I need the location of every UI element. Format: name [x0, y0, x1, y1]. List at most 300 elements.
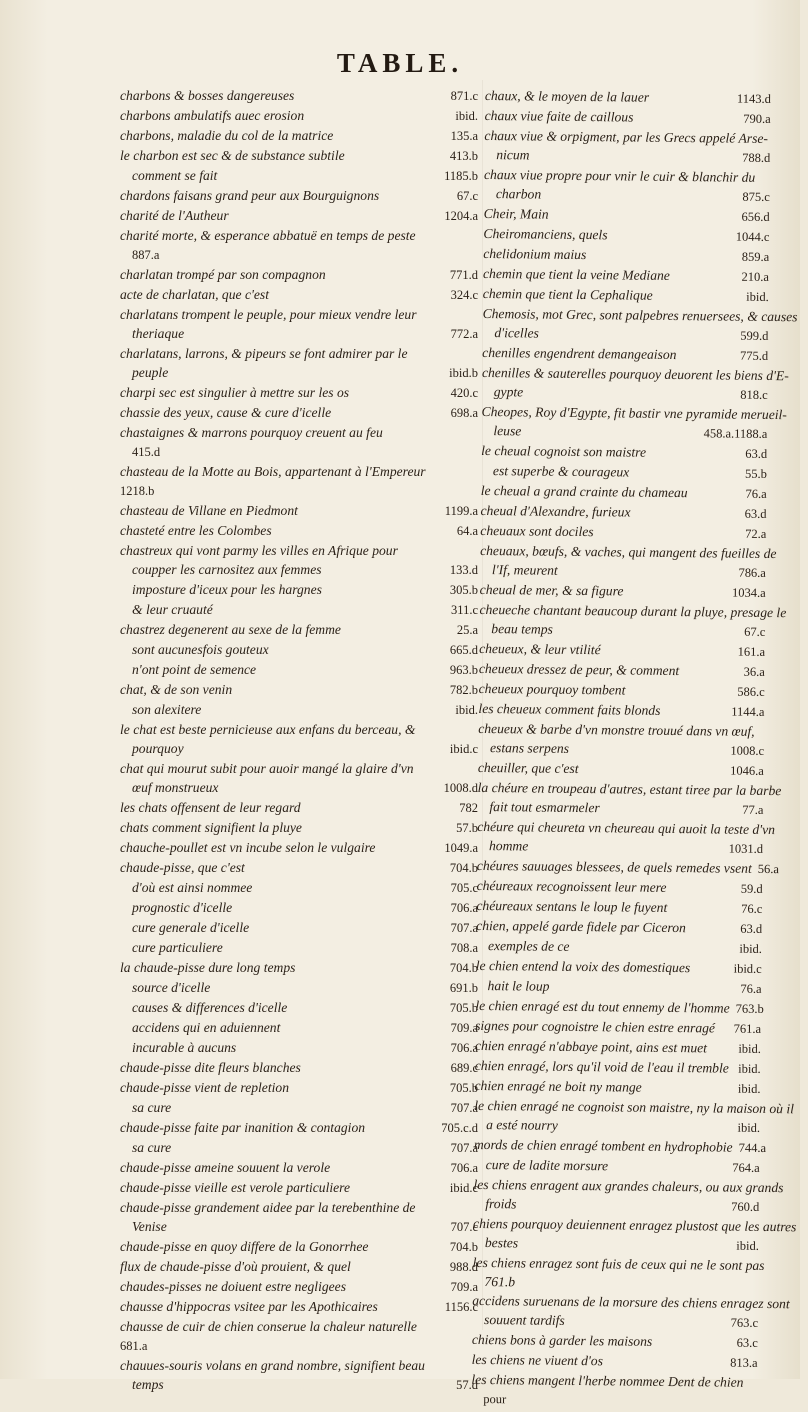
page-reference: 413.b: [444, 147, 478, 166]
entry-text: chenilles & sauterelles pourquoy deuorent les biens d'E-: [482, 363, 789, 385]
page-reference: 698.a: [445, 404, 478, 423]
entry-text: incurable à aucuns: [132, 1038, 236, 1057]
entry-text: chaudes-pisses ne doiuent estre negligees: [120, 1277, 346, 1296]
entry-text: froids: [485, 1194, 516, 1213]
page-reference: ibid.c: [444, 740, 478, 759]
entry-text: chastrez degenerent au sexe de la femme: [120, 620, 341, 639]
page-reference: 1144.a: [725, 703, 764, 722]
entry-text: comment se fait: [132, 166, 217, 185]
index-entry: [120, 1058, 478, 1078]
entry-text: chauche-poullet est vn incube selon le vulgaire: [120, 838, 375, 857]
entry-text: homme: [489, 836, 528, 855]
index-entry: [120, 305, 478, 324]
page-reference: 67.c: [451, 187, 478, 206]
page-reference: 875.c: [736, 188, 770, 207]
page-reference: 1218.b: [120, 484, 154, 498]
entry-text: charbons & bosses dangereuses: [120, 86, 294, 105]
index-entry: [120, 1158, 478, 1178]
index-column-right: [471, 86, 771, 1412]
index-entry-continuation: [471, 1389, 757, 1412]
index-subentry: [120, 918, 478, 938]
entry-text: chéures sauuages blessees, de quels remedes vsent: [477, 856, 752, 878]
index-entry: [120, 720, 478, 739]
entry-text: chemin que tient la Cephalique: [483, 284, 653, 305]
index-entry-continuation: [120, 481, 478, 501]
page-reference: 708.a: [445, 939, 478, 958]
index-entry: [120, 1237, 478, 1257]
entry-text: accidens qui en aduiennent: [132, 1018, 280, 1037]
entry-text: cheuiller, que c'est: [478, 758, 579, 778]
index-entry-continuation: [120, 245, 478, 265]
page-reference: 1031.d: [723, 840, 764, 859]
index-entry: [120, 126, 478, 146]
page-reference: 67.c: [738, 623, 765, 642]
index-subentry: [120, 1038, 478, 1058]
entry-text: cheuaux sont dociles: [480, 521, 593, 541]
entry-text: Cheir, Main: [484, 204, 549, 224]
page-reference: 871.c: [445, 87, 478, 106]
entry-text: cheueux pourquoy tombent: [479, 679, 626, 700]
entry-text: chasteté entre les Colombes: [120, 521, 272, 540]
entry-text: chaude-pisse faite par inanition & contagion: [120, 1118, 365, 1137]
index-subentry: [120, 998, 478, 1018]
index-entry: [473, 1253, 759, 1275]
index-subentry: [120, 739, 478, 759]
page-reference: 705.b: [444, 1079, 478, 1098]
page-reference: 59.d: [735, 880, 763, 899]
entry-text: chardons faisans grand peur aux Bourguignons: [120, 186, 379, 205]
entry-text: le cheual a grand crainte du chameau: [481, 481, 688, 502]
entry-text: cheual d'Alexandre, furieux: [480, 501, 630, 522]
entry-text: chiens bons à garder les maisons: [472, 1330, 653, 1351]
page-reference: 63.c: [731, 1334, 758, 1353]
index-entry: [120, 1118, 478, 1138]
entry-text: chaude-pisse en quoy differe de la Gonorrhee: [120, 1237, 368, 1256]
entry-text: prognostic d'icelle: [132, 898, 232, 917]
entry-text: chats comment signifient la pluye: [120, 818, 302, 837]
entry-text: leuse: [493, 421, 521, 440]
page-reference: 25.a: [451, 621, 478, 640]
page-reference: 1049.a: [438, 839, 478, 858]
page-reference: 1034.a: [726, 584, 766, 603]
page-reference: 782: [453, 799, 478, 818]
index-entry: [120, 1277, 478, 1297]
entry-text: sont aucunesfois gouteux: [132, 640, 269, 659]
page-reference: 76.c: [735, 900, 762, 919]
page-reference: 56.a: [752, 860, 779, 879]
index-entry: [120, 106, 478, 126]
page-reference: 681.a: [120, 1339, 147, 1353]
page-reference: 586.c: [731, 683, 765, 702]
index-entry: [120, 858, 478, 878]
index-entry: [120, 226, 478, 245]
entry-text: cheual de mer, & sa figure: [480, 580, 624, 601]
entry-text: chaude-pisse, que c'est: [120, 858, 245, 877]
page-reference: 1199.a: [439, 502, 478, 521]
page-reference: 706.a: [445, 1039, 478, 1058]
page-reference: 760.d: [725, 1198, 759, 1217]
page-reference: ibid.c: [728, 960, 762, 979]
page-reference: 704.b: [444, 959, 478, 978]
entry-text: chien enragé, lors qu'il void de l'eau il tremble: [475, 1056, 729, 1078]
page-reference: 706.a: [445, 899, 478, 918]
entry-text: chastaignes & marrons pourquoy creuent au feu: [120, 423, 383, 442]
page-reference: 963.b: [444, 661, 478, 680]
entry-text: chaude-pisse vient de repletion: [120, 1078, 289, 1097]
index-entry: [120, 265, 478, 285]
entry-text: 761.b: [484, 1272, 515, 1291]
entry-text: sa cure: [132, 1098, 171, 1117]
page-reference: 704.b: [444, 859, 478, 878]
index-entry: [120, 206, 478, 226]
entry-text: chaux viue & orpigment, par les Grecs appelé Arse-: [484, 126, 768, 148]
entry-text: theriaque: [132, 324, 184, 343]
page-reference: 311.c: [445, 601, 478, 620]
entry-text: hait le loup: [487, 976, 549, 996]
page-reference: 665.d: [444, 641, 478, 660]
page-reference: 64.a: [451, 522, 478, 541]
entry-text: Venise: [132, 1217, 167, 1236]
entry-text: source d'icelle: [132, 978, 210, 997]
index-subentry: [120, 600, 478, 620]
entry-text: charlatans, larrons, & pipeurs se font admirer par le: [120, 344, 408, 363]
entry-text: Cheopes, Roy d'Egypte, fit bastir vne pyramide merueil-: [481, 402, 786, 424]
page-reference: 420.c: [445, 384, 478, 403]
entry-text: chaux viue faite de caillous: [485, 106, 634, 127]
page-reference: ibid.: [449, 701, 478, 720]
entry-text: charbons, maladie du col de la matrice: [120, 126, 333, 145]
page-reference: 772.a: [445, 325, 478, 344]
entry-text: la chéure en troupeau d'autres, estant tiree par la barbe: [478, 778, 782, 800]
entry-text: chaude-pisse dite fleurs blanches: [120, 1058, 301, 1077]
entry-text: acte de charlatan, que c'est: [120, 285, 269, 304]
page-reference: 775.d: [734, 347, 768, 366]
page-reference: 72.a: [739, 525, 766, 544]
index-entry: [120, 541, 478, 560]
entry-text: chemin que tient la veine Mediane: [483, 264, 670, 285]
page-reference: 1044.c: [730, 228, 770, 247]
page-reference: 133.d: [444, 561, 478, 580]
index-subentry: [120, 700, 478, 720]
index-entry: [120, 86, 478, 106]
entry-text: accidens suruenans de la morsure des chiens enragez sont: [472, 1291, 790, 1313]
entry-text: le chat est beste pernicieuse aux enfans du berceau, &: [120, 720, 415, 739]
page-reference: 704.b: [444, 1238, 478, 1257]
page-reference: 813.a: [724, 1354, 758, 1373]
entry-text: cheueche chantant beaucoup durant la pluye, presage le: [479, 600, 786, 622]
page-reference: 763.c: [725, 1314, 759, 1333]
page-reference: 764.a: [726, 1159, 760, 1178]
page-reference: 818.c: [734, 386, 768, 405]
entry-text: chien, appelé garde fidele par Ciceron: [476, 916, 686, 937]
entry-text: chastreux qui vont parmy les villes en Afrique pour: [120, 541, 398, 560]
index-subentry: [120, 1018, 478, 1038]
page-reference: 210.a: [735, 268, 769, 287]
page-reference: 324.c: [445, 286, 478, 305]
index-subentry: [120, 978, 478, 998]
index-entry: [482, 363, 768, 385]
page-reference: ibid.: [449, 107, 478, 126]
index-entry: [120, 958, 478, 978]
index-entry: [120, 1178, 478, 1198]
entry-text: la chaude-pisse dure long temps: [120, 958, 295, 977]
page-reference: ibid.: [732, 1040, 761, 1059]
page-reference: ibid.: [732, 1080, 761, 1099]
index-entry: [120, 285, 478, 305]
entry-text: les chiens enragez sont fuis de ceux qui ne le sont pas: [473, 1253, 765, 1275]
index-subentry: [120, 560, 478, 580]
entry-text: temps: [132, 1375, 164, 1394]
page-reference: ibid.: [731, 1119, 760, 1138]
entry-text: le chien entend la voix des domestiques: [476, 956, 691, 977]
page-reference: 786.a: [732, 564, 766, 583]
index-entry: [120, 344, 478, 363]
page-reference: 887.a: [132, 248, 159, 262]
index-subentry: [120, 640, 478, 660]
index-entry: [120, 462, 478, 481]
page-reference: 707.c: [445, 1218, 478, 1237]
entry-text: les chiens enragent aux grandes chaleurs, ou aux grands: [473, 1175, 783, 1197]
entry-text: charité de l'Autheur: [120, 206, 229, 225]
index-entry: [120, 383, 478, 403]
entry-text: charité morte, & esperance abbatuë en temps de peste: [120, 226, 416, 245]
entry-text: chéure qui cheureta vn cheureau qui auoit la teste d'vn: [477, 817, 775, 839]
page-reference: 599.d: [734, 327, 768, 346]
entry-text: gypte: [494, 382, 524, 401]
entry-text: les chiens mangent l'herbe nommee Dent de chien: [471, 1370, 743, 1392]
index-subentry: [120, 938, 478, 958]
entry-text: chassie des yeux, cause & cure d'icelle: [120, 403, 331, 422]
entry-text: chaude-pisse vieille est verole particuliere: [120, 1178, 350, 1197]
entry-text: souuent tardifs: [484, 1310, 565, 1330]
entry-text: l'If, meurent: [492, 560, 558, 580]
index-subentry: [120, 580, 478, 600]
entry-text: son alexitere: [132, 700, 201, 719]
index-entry: [120, 759, 478, 778]
page-reference: 691.b: [444, 979, 478, 998]
page-reference: 76.a: [734, 980, 761, 999]
page-reference: ibid.c: [444, 1179, 478, 1198]
entry-text: le chien enragé ne cognoist son maistre, ny la maison où il: [474, 1096, 794, 1118]
entry-text: chat qui mourut subit pour auoir mangé la glaire d'vn: [120, 759, 414, 778]
page-reference: 707.a: [445, 1099, 478, 1118]
index-entry: [120, 798, 478, 818]
page-reference: 55.b: [739, 465, 767, 484]
entry-text: chaude-pisse ameine souuent la verole: [120, 1158, 330, 1177]
page-reference: 709.a: [445, 1019, 478, 1038]
page-reference: 77.a: [736, 801, 763, 820]
entry-text: charpi sec est singulier à mettre sur les os: [120, 383, 349, 402]
page-reference: 63.d: [739, 445, 767, 464]
page-reference: 705.b: [444, 999, 478, 1018]
entry-text: chausse d'hippocras vsitee par les Apothicaires: [120, 1297, 378, 1316]
entry-text: chenilles engendrent demangeaison: [482, 343, 676, 364]
entry-text: Cheiromanciens, quels: [483, 224, 607, 244]
entry-text: cheueux, & leur vtilité: [479, 639, 601, 659]
index-subentry: [120, 660, 478, 680]
page-reference: 1008.d: [438, 779, 478, 798]
index-entry: [120, 1257, 478, 1277]
entry-text: signes pour cognoistre le chien estre enragé: [475, 1016, 715, 1038]
index-entry: [120, 186, 478, 206]
page-reference: 705.c: [445, 879, 478, 898]
page-heading: TABLE.: [0, 48, 800, 79]
page-reference: pour: [483, 1392, 506, 1406]
entry-text: charbon: [496, 184, 542, 203]
entry-text: chien enragé ne boit ny mange: [474, 1076, 641, 1097]
page-reference: 790.a: [737, 110, 771, 129]
index-entry: [120, 1297, 478, 1317]
page-reference: 458.a.1188.a: [698, 424, 768, 444]
index-subentry: [120, 898, 478, 918]
index-entry: [120, 1356, 478, 1375]
index-entry: [120, 501, 478, 521]
page-reference: 63.d: [739, 505, 767, 524]
entry-text: cheueux & barbe d'vn monstre trouué dans vn œuf,: [478, 719, 755, 741]
entry-text: chauues-souris volans en grand nombre, signifient beau: [120, 1356, 425, 1375]
entry-text: chausse de cuir de chien conserue la chaleur naturelle: [120, 1317, 417, 1336]
entry-text: charbons ambulatifs auec erosion: [120, 106, 304, 125]
index-subentry: [120, 1375, 478, 1395]
entry-text: pourquoy: [132, 739, 184, 758]
page-reference: 707.a: [445, 919, 478, 938]
entry-text: chat, & de son venin: [120, 680, 232, 699]
entry-text: peuple: [132, 363, 168, 382]
index-subentry: [120, 1217, 478, 1237]
entry-text: les cheueux comment faits blonds: [478, 699, 660, 720]
entry-text: estans serpens: [490, 738, 569, 758]
entry-text: cheueux dressez de peur, & comment: [479, 659, 680, 680]
page-reference: ibid.: [740, 288, 769, 307]
page-reference: ibid.: [733, 940, 762, 959]
index-entry: [120, 680, 478, 700]
page-reference: ibid.b: [443, 364, 478, 383]
entry-text: cure particuliere: [132, 938, 223, 957]
page-reference: 1143.d: [731, 90, 771, 109]
entry-text: flux de chaude-pisse d'où prouient, & quel: [120, 1257, 351, 1276]
page-reference: 57.d: [450, 1376, 478, 1395]
index-column-left: [120, 86, 478, 1395]
entry-text: sa cure: [132, 1138, 171, 1157]
entry-text: charlatan trompé par son compagnon: [120, 265, 326, 284]
entry-text: causes & differences d'icelle: [132, 998, 287, 1017]
index-subentry: [120, 1138, 478, 1158]
index-subentry: [120, 878, 478, 898]
entry-text: Chemosis, mot Grec, sont palpebres renuersees, & causes: [483, 304, 798, 326]
entry-text: mords de chien enragé tombent en hydrophobie: [474, 1135, 733, 1157]
page-reference: 788.d: [736, 149, 770, 168]
entry-text: coupper les carnositez aux femmes: [132, 560, 322, 579]
index-entry: [120, 818, 478, 838]
entry-text: cure generale d'icelle: [132, 918, 249, 937]
page-reference: 689.c: [445, 1059, 478, 1078]
entry-text: fait tout esmarmeler: [489, 797, 599, 817]
entry-text: d'icelles: [494, 323, 539, 342]
index-entry: [120, 1198, 478, 1217]
page-reference: 771.d: [444, 266, 478, 285]
entry-text: chasteau de la Motte au Bois, appartenant à l'Empereur: [120, 462, 426, 481]
page-reference: 988.d: [444, 1258, 478, 1277]
page-reference: ibid.: [730, 1237, 759, 1256]
entry-text: le cheual cognoist son maistre: [481, 441, 646, 462]
page-reference: 705.c.d: [435, 1119, 478, 1138]
entry-text: bestes: [485, 1233, 518, 1252]
entry-text: chaude-pisse grandement aidee par la terebenthine de: [120, 1198, 415, 1217]
page-reference: 76.a: [739, 485, 766, 504]
index-entry: [120, 146, 478, 166]
page-reference: 1046.a: [724, 762, 764, 781]
entry-text: charlatans trompent le peuple, pour mieux vendre leur: [120, 305, 416, 324]
page-reference: 761.a: [728, 1020, 762, 1039]
entry-text: exemples de ce: [488, 936, 570, 956]
index-subentry: [120, 166, 478, 186]
page-reference: ibid.: [732, 1060, 761, 1079]
entry-text: beau temps: [491, 619, 553, 639]
page-reference: 57.b: [450, 819, 478, 838]
entry-text: imposture d'iceux pour les hargnes: [132, 580, 322, 599]
page-reference: 782.b: [444, 681, 478, 700]
page-reference: 707.a: [445, 1139, 478, 1158]
page-reference: 415.d: [132, 445, 160, 459]
index-entry: [120, 521, 478, 541]
entry-text: le charbon est sec & de substance subtile: [120, 146, 345, 165]
entry-text: cure de ladite morsure: [486, 1155, 609, 1175]
entry-text: chiens pourquoy deuiennent enragez plustost que les autres: [473, 1214, 796, 1236]
index-subentry: [120, 363, 478, 383]
page-reference: 1204.a: [438, 207, 478, 226]
page-reference: 135.a: [445, 127, 478, 146]
entry-text: d'où est ainsi nommee: [132, 878, 252, 897]
index-subentry: [120, 324, 478, 344]
entry-text: cheuaux, bœufs, & vaches, qui mangent des fueilles de: [480, 541, 777, 563]
index-entry-continuation: [120, 442, 478, 462]
entry-text: est superbe & courageux: [493, 461, 629, 481]
index-entry: [120, 1317, 478, 1336]
entry-text: n'ont point de semence: [132, 660, 256, 679]
entry-text: œuf monstrueux: [132, 778, 218, 797]
entry-text: chéureaux sentans le loup le fuyent: [476, 896, 667, 917]
index-subentry: [120, 778, 478, 798]
index-entry: [120, 403, 478, 423]
page-reference: 763.b: [730, 1000, 764, 1019]
entry-text: chien enragé n'abbaye point, ains est muet: [475, 1036, 707, 1057]
index-entry: [120, 620, 478, 640]
index-entry: [120, 1078, 478, 1098]
entry-text: les chiens ne viuent d'os: [472, 1350, 603, 1370]
entry-text: chéureaux recognoissent leur mere: [477, 876, 667, 897]
page-reference: 859.a: [736, 248, 770, 267]
page-reference: 305.b: [444, 581, 478, 600]
entry-text: & leur cruauté: [132, 600, 213, 619]
page-reference: 706.a: [445, 1159, 478, 1178]
entry-text: chaux, & le moyen de la lauer: [485, 86, 649, 107]
entry-text: chelidonium maius: [483, 244, 586, 264]
entry-text: a esté nourry: [486, 1115, 558, 1135]
index-entry: [120, 838, 478, 858]
page-reference: 709.a: [445, 1278, 478, 1297]
page-reference: 1156.c: [439, 1298, 478, 1317]
index-entry: [471, 1370, 757, 1392]
entry-text: nicum: [496, 145, 529, 164]
index-entry: [481, 402, 767, 424]
page-reference: 1185.b: [438, 167, 478, 186]
page-reference: 656.d: [735, 208, 769, 227]
entry-text: le chien enragé est du tout ennemy de l'homme: [475, 996, 729, 1018]
index-subentry: [120, 1098, 478, 1118]
page-reference: 161.a: [732, 643, 766, 662]
page-reference: 1008.c: [724, 742, 764, 761]
index-entry-continuation: [120, 1336, 478, 1356]
